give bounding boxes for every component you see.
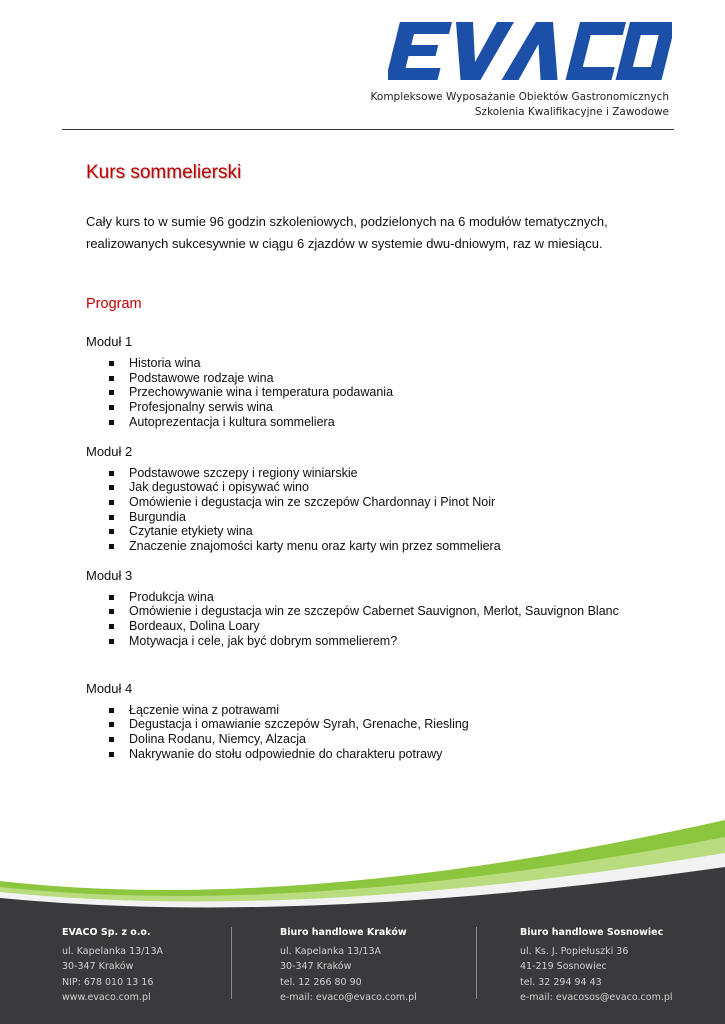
square-bullet-icon bbox=[109, 529, 114, 534]
list-item: Omówienie i degustacja win ze szczepów Chardonnay i Pinot Noir bbox=[86, 495, 646, 510]
company-tagline bbox=[371, 90, 669, 120]
footer-heading: Biuro handlowe Kraków bbox=[280, 927, 407, 938]
evaco-logo bbox=[388, 22, 672, 80]
footer-sosnowiec-office bbox=[520, 925, 673, 1005]
list-item: Podstawowe szczepy i regiony winiarskie bbox=[86, 466, 646, 481]
list-item: Burgundia bbox=[86, 510, 646, 525]
list-item: Bordeaux, Dolina Loary bbox=[86, 619, 646, 634]
square-bullet-icon bbox=[109, 471, 114, 476]
list-item: Motywacja i cele, jak być dobrym sommelierem? bbox=[86, 634, 646, 649]
square-bullet-icon bbox=[109, 544, 114, 549]
list-item: Czytanie etykiety wina bbox=[86, 524, 646, 539]
module-items bbox=[86, 466, 646, 554]
list-item: Podstawowe rodzaje wina bbox=[86, 371, 646, 386]
footer-line: ul. Ks. J. Popiełuszki 36 bbox=[520, 946, 629, 958]
list-item: Degustacja i omawianie szczepów Syrah, Grenache, Riesling bbox=[86, 717, 646, 732]
square-bullet-icon bbox=[109, 708, 114, 713]
list-item: Produkcja wina bbox=[86, 590, 646, 605]
footer-line: ul. Kapelanka 13/13A bbox=[280, 946, 381, 958]
footer-separator bbox=[231, 927, 232, 999]
square-bullet-icon bbox=[109, 737, 114, 742]
tagline-line-1: Kompleksowe Wyposażanie Obiektów Gastronomicznych bbox=[370, 91, 669, 103]
square-bullet-icon bbox=[109, 485, 114, 490]
program-heading: Program bbox=[86, 296, 142, 312]
list-item: Profesjonalny serwis wina bbox=[86, 400, 646, 415]
footer bbox=[0, 925, 725, 1024]
square-bullet-icon bbox=[109, 405, 114, 410]
module-title: Moduł 2 bbox=[86, 443, 133, 459]
intro-paragraph bbox=[86, 211, 646, 255]
footer-company-info bbox=[62, 925, 163, 1005]
square-bullet-icon bbox=[109, 624, 114, 629]
list-item: Jak degustować i opisywać wino bbox=[86, 480, 646, 495]
module-title: Moduł 4 bbox=[86, 680, 133, 696]
footer-website: www.evaco.com.pl bbox=[62, 991, 151, 1003]
square-bullet-icon bbox=[109, 500, 114, 505]
square-bullet-icon bbox=[109, 420, 114, 425]
list-item: Dolina Rodanu, Niemcy, Alzacja bbox=[86, 732, 646, 747]
document-title: Kurs sommelierski bbox=[86, 162, 242, 183]
footer-phone: tel. 32 294 94 43 bbox=[520, 976, 602, 988]
list-item: Historia wina bbox=[86, 356, 646, 371]
intro-line-2: realizowanych sukcesywnie w ciągu 6 zjazdów w systemie dwu-dniowym, raz w miesiącu. bbox=[86, 236, 603, 251]
module-3 bbox=[86, 568, 646, 649]
square-bullet-icon bbox=[109, 722, 114, 727]
footer-line: ul. Kapelanka 13/13A bbox=[62, 946, 163, 958]
footer-heading: Biuro handlowe Sosnowiec bbox=[520, 927, 664, 938]
list-item: Łączenie wina z potrawami bbox=[86, 703, 646, 718]
footer-line: 41-219 Sosnowiec bbox=[520, 961, 607, 973]
square-bullet-icon bbox=[109, 639, 114, 644]
module-items bbox=[86, 356, 646, 430]
square-bullet-icon bbox=[109, 376, 114, 381]
module-1 bbox=[86, 334, 646, 430]
list-item: Znaczenie znajomości karty menu oraz karty win przez sommeliera bbox=[86, 539, 646, 554]
header-divider bbox=[62, 129, 674, 130]
square-bullet-icon bbox=[109, 390, 114, 395]
square-bullet-icon bbox=[109, 609, 114, 614]
module-2 bbox=[86, 444, 646, 554]
square-bullet-icon bbox=[109, 752, 114, 757]
intro-line-1: Cały kurs to w sumie 96 godzin szkoleniowych, podzielonych na 6 modułów tematycznych, bbox=[86, 214, 608, 229]
module-title: Moduł 1 bbox=[86, 334, 133, 349]
footer-heading: EVACO Sp. z o.o. bbox=[62, 927, 151, 938]
footer-line: 30-347 Kraków bbox=[280, 961, 352, 973]
list-item: Omówienie i degustacja win ze szczepów Cabernet Sauvignon, Merlot, Sauvignon Blanc bbox=[86, 604, 646, 619]
module-4 bbox=[86, 681, 646, 762]
list-item: Autoprezentacja i kultura sommeliera bbox=[86, 415, 646, 430]
square-bullet-icon bbox=[109, 361, 114, 366]
list-item: Przechowywanie wina i temperatura podawania bbox=[86, 385, 646, 400]
footer-email: e-mail: evaco@evaco.com.pl bbox=[280, 991, 417, 1003]
footer-phone: tel. 12 266 80 90 bbox=[280, 976, 362, 988]
module-title: Moduł 3 bbox=[86, 567, 133, 583]
list-item: Nakrywanie do stołu odpowiednie do charakteru potrawy bbox=[86, 747, 646, 762]
footer-email: e-mail: evacosos@evaco.com.pl bbox=[520, 991, 673, 1003]
square-bullet-icon bbox=[109, 515, 114, 520]
footer-line: NIP: 678 010 13 16 bbox=[62, 976, 154, 988]
tagline-line-2: Szkolenia Kwalifikacyjne i Zawodowe bbox=[474, 106, 669, 118]
document-body bbox=[86, 162, 646, 761]
footer-line: 30-347 Kraków bbox=[62, 961, 134, 973]
square-bullet-icon bbox=[109, 595, 114, 600]
module-items bbox=[86, 703, 646, 762]
module-items bbox=[86, 590, 646, 649]
footer-krakow-office bbox=[280, 925, 417, 1005]
footer-separator bbox=[476, 927, 477, 999]
